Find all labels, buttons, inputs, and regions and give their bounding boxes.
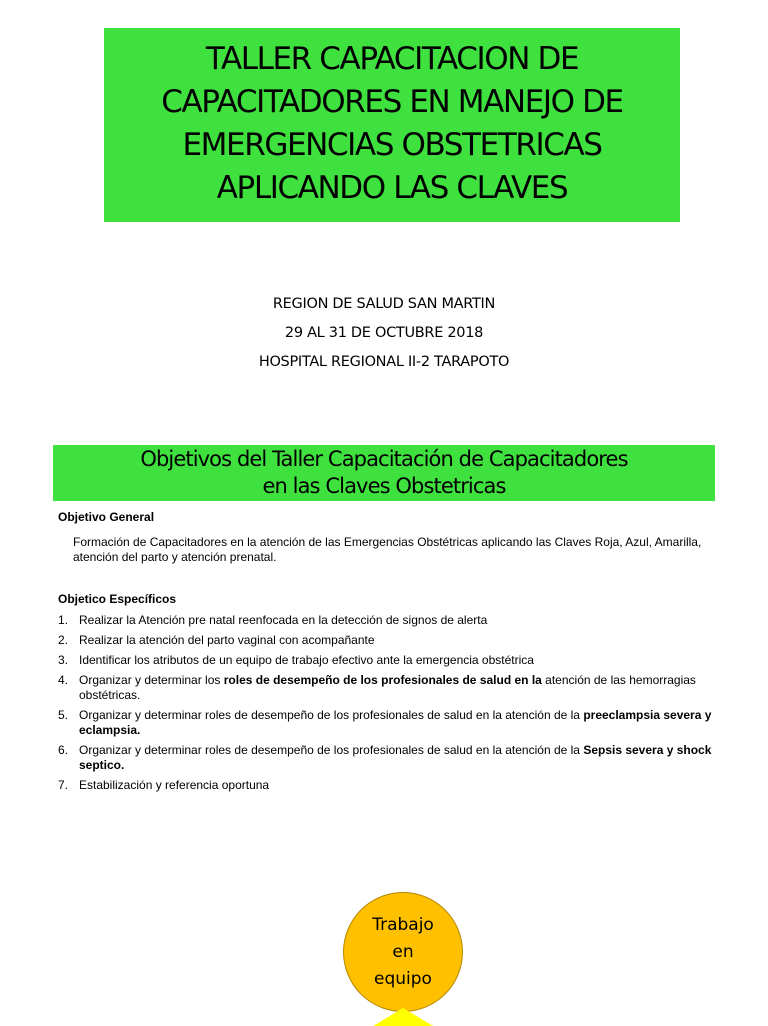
list-item-bold-text: Sepsis severa y shock septico. <box>79 743 712 772</box>
main-title-banner <box>104 28 680 222</box>
list-item-text: Identificar los atributos de un equipo de trabajo efectivo ante la emergencia obstétrica <box>79 653 534 667</box>
list-item-bold-text: roles de desempeño de los profesionales de salud en la <box>223 673 542 687</box>
list-item-text: Estabilización y referencia oportuna <box>79 778 270 792</box>
title-line-2: CAPACITADORES EN MANEJO DE <box>161 84 623 120</box>
event-venue: HOSPITAL REGIONAL II-2 TARAPOTO <box>258 354 510 370</box>
triangle-shape <box>373 1008 433 1026</box>
list-item-number: 7. <box>58 778 69 792</box>
list-item-bold-text: preeclampsia severa y eclampsia. <box>79 708 712 737</box>
list-item <box>58 778 739 793</box>
general-objective-text: Formación de Capacitadores en la atención de las Emergencias Obstétricas aplicando las Claves Roja, Azul, Amarilla, atención del parto y atención prenatal. <box>73 535 702 564</box>
objectives-title-line-2: en las Claves Obstetricas <box>262 474 506 498</box>
teamwork-circle-line-2: en <box>392 941 414 962</box>
list-item <box>58 743 739 773</box>
specific-objectives-heading: Objetico Específicos <box>58 592 177 606</box>
list-item-number: 4. <box>58 673 69 687</box>
list-item-text: Organizar y determinar roles de desempeño de los profesionales de salud en la atención de la <box>79 743 584 757</box>
specific-objectives-list <box>58 613 748 793</box>
list-item <box>58 633 739 648</box>
teamwork-circle-line-3: equipo <box>374 968 432 989</box>
list-item-number: 3. <box>58 653 69 667</box>
event-dates: 29 AL 31 DE OCTUBRE 2018 <box>284 325 484 341</box>
teamwork-circle <box>343 892 463 1012</box>
list-item <box>58 673 739 703</box>
title-line-1: TALLER CAPACITACION DE <box>205 41 579 77</box>
list-item-text: Realizar la atención del parto vaginal con acompañante <box>79 633 375 647</box>
list-item <box>58 613 739 628</box>
teamwork-circle-line-1: Trabajo <box>372 914 434 935</box>
title-line-3: EMERGENCIAS OBSTETRICAS <box>182 127 602 163</box>
list-item-text: Organizar y determinar los <box>79 673 224 687</box>
list-item-text-end: atención de las hemorragias obstétricas. <box>79 673 696 702</box>
title-line-4: APLICANDO LAS CLAVES <box>216 170 568 206</box>
list-item <box>58 653 739 668</box>
list-item-number: 1. <box>58 613 69 627</box>
objectives-content <box>58 510 748 798</box>
list-item-number: 6. <box>58 743 69 757</box>
list-item-text: Realizar la Atención pre natal reenfocada en la detección de signos de alerta <box>79 613 488 627</box>
list-item-number: 2. <box>58 633 69 647</box>
list-item-text: Organizar y determinar roles de desempeño de los profesionales de salud en la atención de la <box>79 708 584 722</box>
event-info <box>0 290 768 377</box>
event-region: REGION DE SALUD SAN MARTIN <box>272 296 496 312</box>
objectives-title-line-1: Objetivos del Taller Capacitación de Capacitadores <box>140 447 628 471</box>
general-objective-heading: Objetivo General <box>58 510 155 524</box>
list-item-number: 5. <box>58 708 69 722</box>
list-item <box>58 708 739 738</box>
objectives-title-banner <box>53 445 715 501</box>
